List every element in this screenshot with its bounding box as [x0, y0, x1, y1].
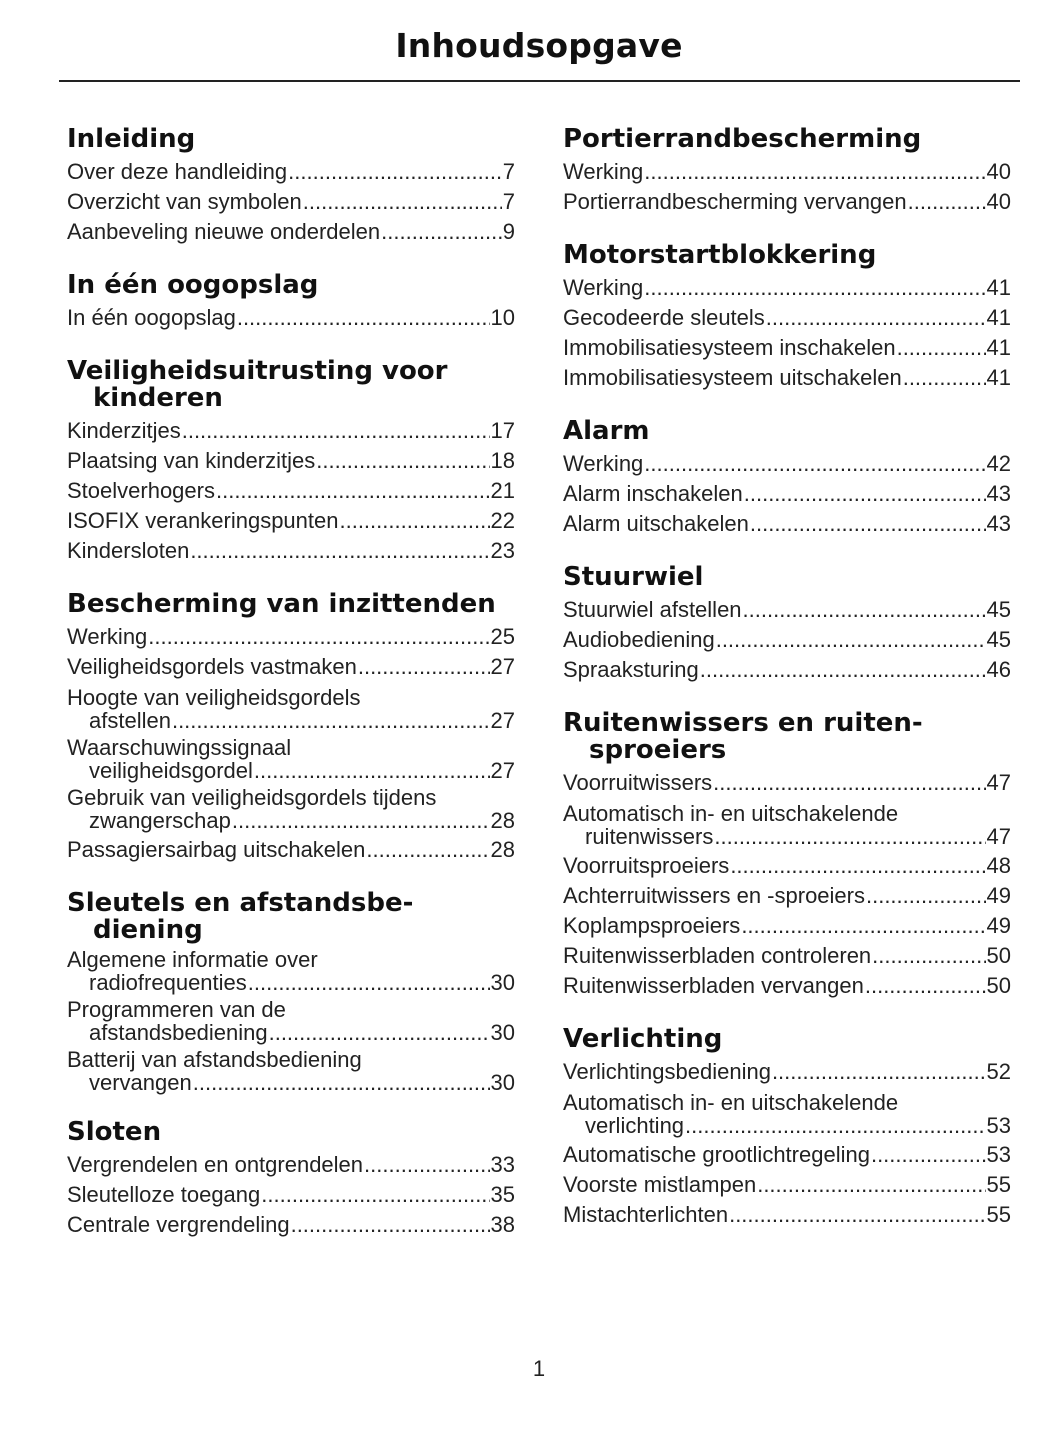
toc-right-column — [563, 126, 1011, 1255]
toc-entry[interactable]: Portierrandbescherming vervangen ..... 40 — [563, 187, 1011, 217]
title-divider — [59, 80, 1020, 82]
toc-entry[interactable]: Stoelverhogers ..... 21 — [67, 476, 515, 506]
toc-entry[interactable]: Automatisch in- en uitschakelende verlichting ..... 53 — [563, 1091, 1011, 1137]
toc-entry[interactable]: Automatische grootlichtregeling ..... 53 — [563, 1140, 1011, 1170]
toc-entry[interactable]: Alarm inschakelen ..... 43 — [563, 479, 1011, 509]
toc-entry[interactable]: Sleutelloze toegang ..... 35 — [67, 1180, 515, 1210]
toc-entry[interactable]: Batterij van afstandsbediening vervangen ..... 30 — [67, 1048, 515, 1094]
toc-entry[interactable]: Verlichtingsbediening ..... 52 — [563, 1057, 1011, 1087]
section-heading: Stuurwiel — [563, 562, 704, 592]
toc-section — [67, 272, 515, 333]
toc-entry[interactable]: Immobilisatiesysteem uitschakelen ..... 41 — [563, 363, 1011, 393]
toc-entry[interactable]: Achterruitwissers en -sproeiers ..... 49 — [563, 881, 1011, 911]
toc-section — [67, 126, 515, 247]
toc-entry[interactable]: Voorruitsproeiers ..... 48 — [563, 851, 1011, 881]
toc-section — [67, 358, 515, 566]
toc-section — [67, 1119, 515, 1240]
toc-entry[interactable]: Gecodeerde sleutels ..... 41 — [563, 303, 1011, 333]
toc-entry[interactable]: Passagiersairbag uitschakelen ..... 28 — [67, 835, 515, 865]
toc-entry[interactable]: Automatisch in- en uitschakelende ruitenwissers ..... 47 — [563, 802, 1011, 848]
page-number: 1 — [532, 1356, 546, 1381]
section-heading: Sleutels en afstandsbe-diening — [67, 888, 414, 945]
section-heading: Veiligheidsuitrusting voor kinderen — [67, 356, 448, 413]
toc-entry[interactable]: Alarm uitschakelen ..... 43 — [563, 509, 1011, 539]
section-heading: Ruitenwissers en ruiten-sproeiers — [563, 708, 923, 765]
toc-entry[interactable]: Werking ..... 41 — [563, 273, 1011, 303]
toc-entry[interactable]: Hoogte van veiligheidsgordels afstellen ..... 27 — [67, 686, 515, 732]
toc-entry[interactable]: Ruitenwisserbladen controleren ..... 50 — [563, 941, 1011, 971]
toc-entry[interactable]: Voorste mistlampen ..... 55 — [563, 1170, 1011, 1200]
toc-entry[interactable]: Werking ..... 25 — [67, 622, 515, 652]
section-heading: Portierrandbescherming — [563, 124, 922, 154]
toc-entry[interactable]: Algemene informatie over radiofrequenties ..... 30 — [67, 948, 515, 994]
section-heading: Alarm — [563, 416, 650, 446]
toc-section — [67, 890, 515, 1094]
toc-entry[interactable]: Waarschuwingssignaal veiligheidsgordel ..... 27 — [67, 736, 515, 782]
section-heading: Bescherming van inzittenden — [67, 589, 496, 619]
toc-entry[interactable]: Werking ..... 42 — [563, 449, 1011, 479]
section-heading: Motorstartblokkering — [563, 240, 877, 270]
section-heading: Sloten — [67, 1117, 162, 1147]
toc-entry[interactable]: Overzicht van symbolen ..... 7 — [67, 187, 515, 217]
toc-entry[interactable]: Kindersloten ..... 23 — [67, 536, 515, 566]
toc-entry[interactable]: Stuurwiel afstellen ..... 45 — [563, 595, 1011, 625]
toc-section — [563, 126, 1011, 217]
toc-entry[interactable]: Aanbeveling nieuwe onderdelen ..... 9 — [67, 217, 515, 247]
toc-section — [563, 1026, 1011, 1230]
toc-entry[interactable]: Ruitenwisserbladen vervangen ..... 50 — [563, 971, 1011, 1001]
toc-entry[interactable]: In één oogopslag ..... 10 — [67, 303, 515, 333]
toc-entry[interactable]: Plaatsing van kinderzitjes ..... 18 — [67, 446, 515, 476]
section-heading: Verlichting — [563, 1024, 723, 1054]
toc-entry[interactable]: Programmeren van de afstandsbediening ..... 30 — [67, 998, 515, 1044]
toc-section — [67, 591, 515, 865]
toc-entry[interactable]: Voorruitwissers ..... 47 — [563, 768, 1011, 798]
section-heading: In één oogopslag — [67, 270, 319, 300]
toc-entry[interactable]: Kinderzitjes ..... 17 — [67, 416, 515, 446]
toc-entry[interactable]: Koplampsproeiers ..... 49 — [563, 911, 1011, 941]
toc-entry[interactable]: Centrale vergrendeling ..... 38 — [67, 1210, 515, 1240]
toc-entry[interactable]: Spraaksturing ..... 46 — [563, 655, 1011, 685]
toc-entry[interactable]: Vergrendelen en ontgrendelen ..... 33 — [67, 1150, 515, 1180]
toc-entry[interactable]: Audiobediening ..... 45 — [563, 625, 1011, 655]
toc-entry[interactable]: Gebruik van veiligheidsgordels tijdens zwangerschap ..... 28 — [67, 786, 515, 832]
toc-entry[interactable]: Mistachterlichten ..... 55 — [563, 1200, 1011, 1230]
toc-entry[interactable]: Over deze handleiding ..... 7 — [67, 157, 515, 187]
toc-section — [563, 242, 1011, 393]
toc-entry[interactable]: ISOFIX verankeringspunten ..... 22 — [67, 506, 515, 536]
toc-section — [563, 710, 1011, 1001]
toc-section — [563, 418, 1011, 539]
toc-left-column — [67, 126, 515, 1265]
section-heading: Inleiding — [67, 124, 196, 154]
toc-entry[interactable]: Veiligheidsgordels vastmaken ..... 27 — [67, 652, 515, 682]
toc-entry[interactable]: Immobilisatiesysteem inschakelen ..... 41 — [563, 333, 1011, 363]
toc-section — [563, 564, 1011, 685]
toc-entry[interactable]: Werking ..... 40 — [563, 157, 1011, 187]
page-title: Inhoudsopgave — [395, 26, 683, 65]
